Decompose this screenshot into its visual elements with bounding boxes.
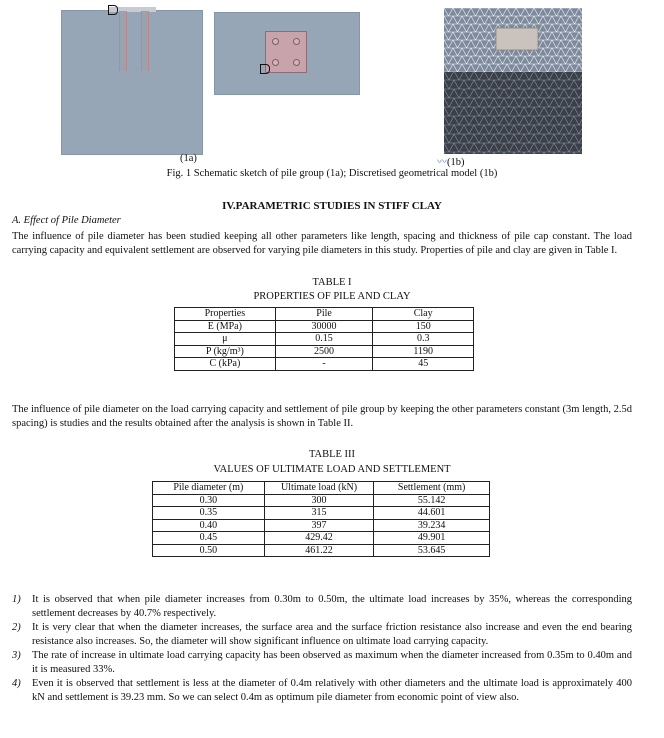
table-row [153,532,490,545]
list-item [12,649,632,677]
findings-list [12,593,632,705]
list-number: 1) [12,594,21,605]
table-cell: 44.601 [374,507,490,520]
table-header-cell: Pile diameter (m) [153,482,265,495]
list-number: 3) [12,650,21,661]
table1-subtitle: PROPERTIES OF PILE AND CLAY [253,291,411,302]
list-text: Even it is observed that settlement is less at the diameter of 0.4m relatively with other diameters and the ultimate load is approximately 400 kN and settlement is 39.23 mm. So we can select 0.4m as optimum pile diameter from economic point of view also. [32,678,632,703]
table2-title: TABLE III [308,449,356,460]
table-cell: 0.45 [153,532,265,545]
table-properties [174,307,474,371]
list-text: The rate of increase in ultimate load carrying capacity has been observed as maximum when the diameter increased from 0.35m to 0.40m and it is measured 33%. [32,650,632,675]
table-header-cell: Ultimate load (kN) [264,482,374,495]
figure-label-1a: (1a) [180,153,197,164]
list-text: It is observed that when pile diameter increases from 0.30m to 0.50m, the ultimate load increases by 35%, whereas the corresponding settlement decreases by 40.7% respectively. [32,594,632,619]
table-row [175,320,474,333]
table-header-row [153,482,490,495]
table-row [153,544,490,557]
table-cell: 0.50 [153,544,265,557]
corner-marker-icon [260,64,270,74]
table-cell: C (kPa) [175,358,276,371]
table-cell: 0.3 [373,333,474,346]
table-cell: 315 [264,507,374,520]
section-heading: IV.PARAMETRIC STUDIES IN STIFF CLAY [222,200,442,212]
figure-caption: Fig. 1 Schematic sketch of pile group (1a); Discretised geometrical model (1b) [166,168,498,179]
table-cell: 39.234 [374,519,490,532]
table-cell: 300 [264,494,374,507]
table-cell: 150 [373,320,474,333]
pile-head [272,59,279,66]
paragraph-2: The influence of pile diameter on the load carrying capacity and settlement of pile group by keeping the other parameters constant (3m length, 2.5d spacing) is studies and the results obtained after the analysis is shown in Table II. [12,404,632,429]
spellcheck-squiggle-icon: 〰 [437,157,447,168]
pile-cap-plan [265,31,307,73]
table-header-cell: Settlement (mm) [374,482,490,495]
table-cell: 0.30 [153,494,265,507]
table-cell: 0.15 [275,333,373,346]
table-cell: 45 [373,358,474,371]
subsection-heading: A. Effect of Pile Diameter [12,215,121,226]
table-cell: 0.35 [153,507,265,520]
table-row [175,333,474,346]
table-cell: μ [175,333,276,346]
list-item [12,593,632,621]
table-cell: P (kg/m³) [175,345,276,358]
figure-1b-mesh [444,8,582,154]
table-cell: 2500 [275,345,373,358]
mesh-graphic [444,8,582,154]
table-row [175,345,474,358]
corner-marker-icon [108,5,118,15]
list-item [12,621,632,649]
paragraph-1: The influence of pile diameter has been studied keeping all other parameters like length, spacing and thickness of pile cap constant. The load carrying capacity and equivalent settlement are observed for varying pile diameters in this study. Properties of pile and clay are given in Table I. [12,231,632,256]
figure-1a-elevation [61,10,203,155]
table-cell: 1190 [373,345,474,358]
table-header-cell: Clay [373,308,474,321]
pile-head [272,38,279,45]
pile-right [141,11,149,71]
table-row [153,494,490,507]
table-cell: - [275,358,373,371]
figure-label-1b-text: (1b) [447,157,465,168]
table1-title: TABLE I [312,277,352,288]
table-row [153,519,490,532]
table-row [175,358,474,371]
table-cell: 0.40 [153,519,265,532]
table-cell: 49.901 [374,532,490,545]
pile-head [293,38,300,45]
pile-left [119,11,127,71]
table-row [153,507,490,520]
pile-head [293,59,300,66]
list-number: 4) [12,678,21,689]
table-cell: 55.142 [374,494,490,507]
table-ultimate-load [152,481,490,557]
list-number: 2) [12,622,21,633]
figure-label-1b [437,153,467,168]
figure-1a-plan [214,12,360,95]
table2-subtitle: VALUES OF ULTIMATE LOAD AND SETTLEMENT [213,464,451,475]
table-cell: 30000 [275,320,373,333]
table-cell: 461.22 [264,544,374,557]
table-header-row [175,308,474,321]
table-cell: 397 [264,519,374,532]
table-header-cell: Pile [275,308,373,321]
table-cell: 429.42 [264,532,374,545]
table-cell: 53.645 [374,544,490,557]
table-cell: E (MPa) [175,320,276,333]
table-header-cell: Properties [175,308,276,321]
list-item [12,677,632,705]
list-text: It is very clear that when the diameter increases, the surface area and the surface friction resistance also increase and even the end bearing resistance also increases. So, the diameter will show significant influence on ultimate load carrying capacity. [32,622,632,647]
